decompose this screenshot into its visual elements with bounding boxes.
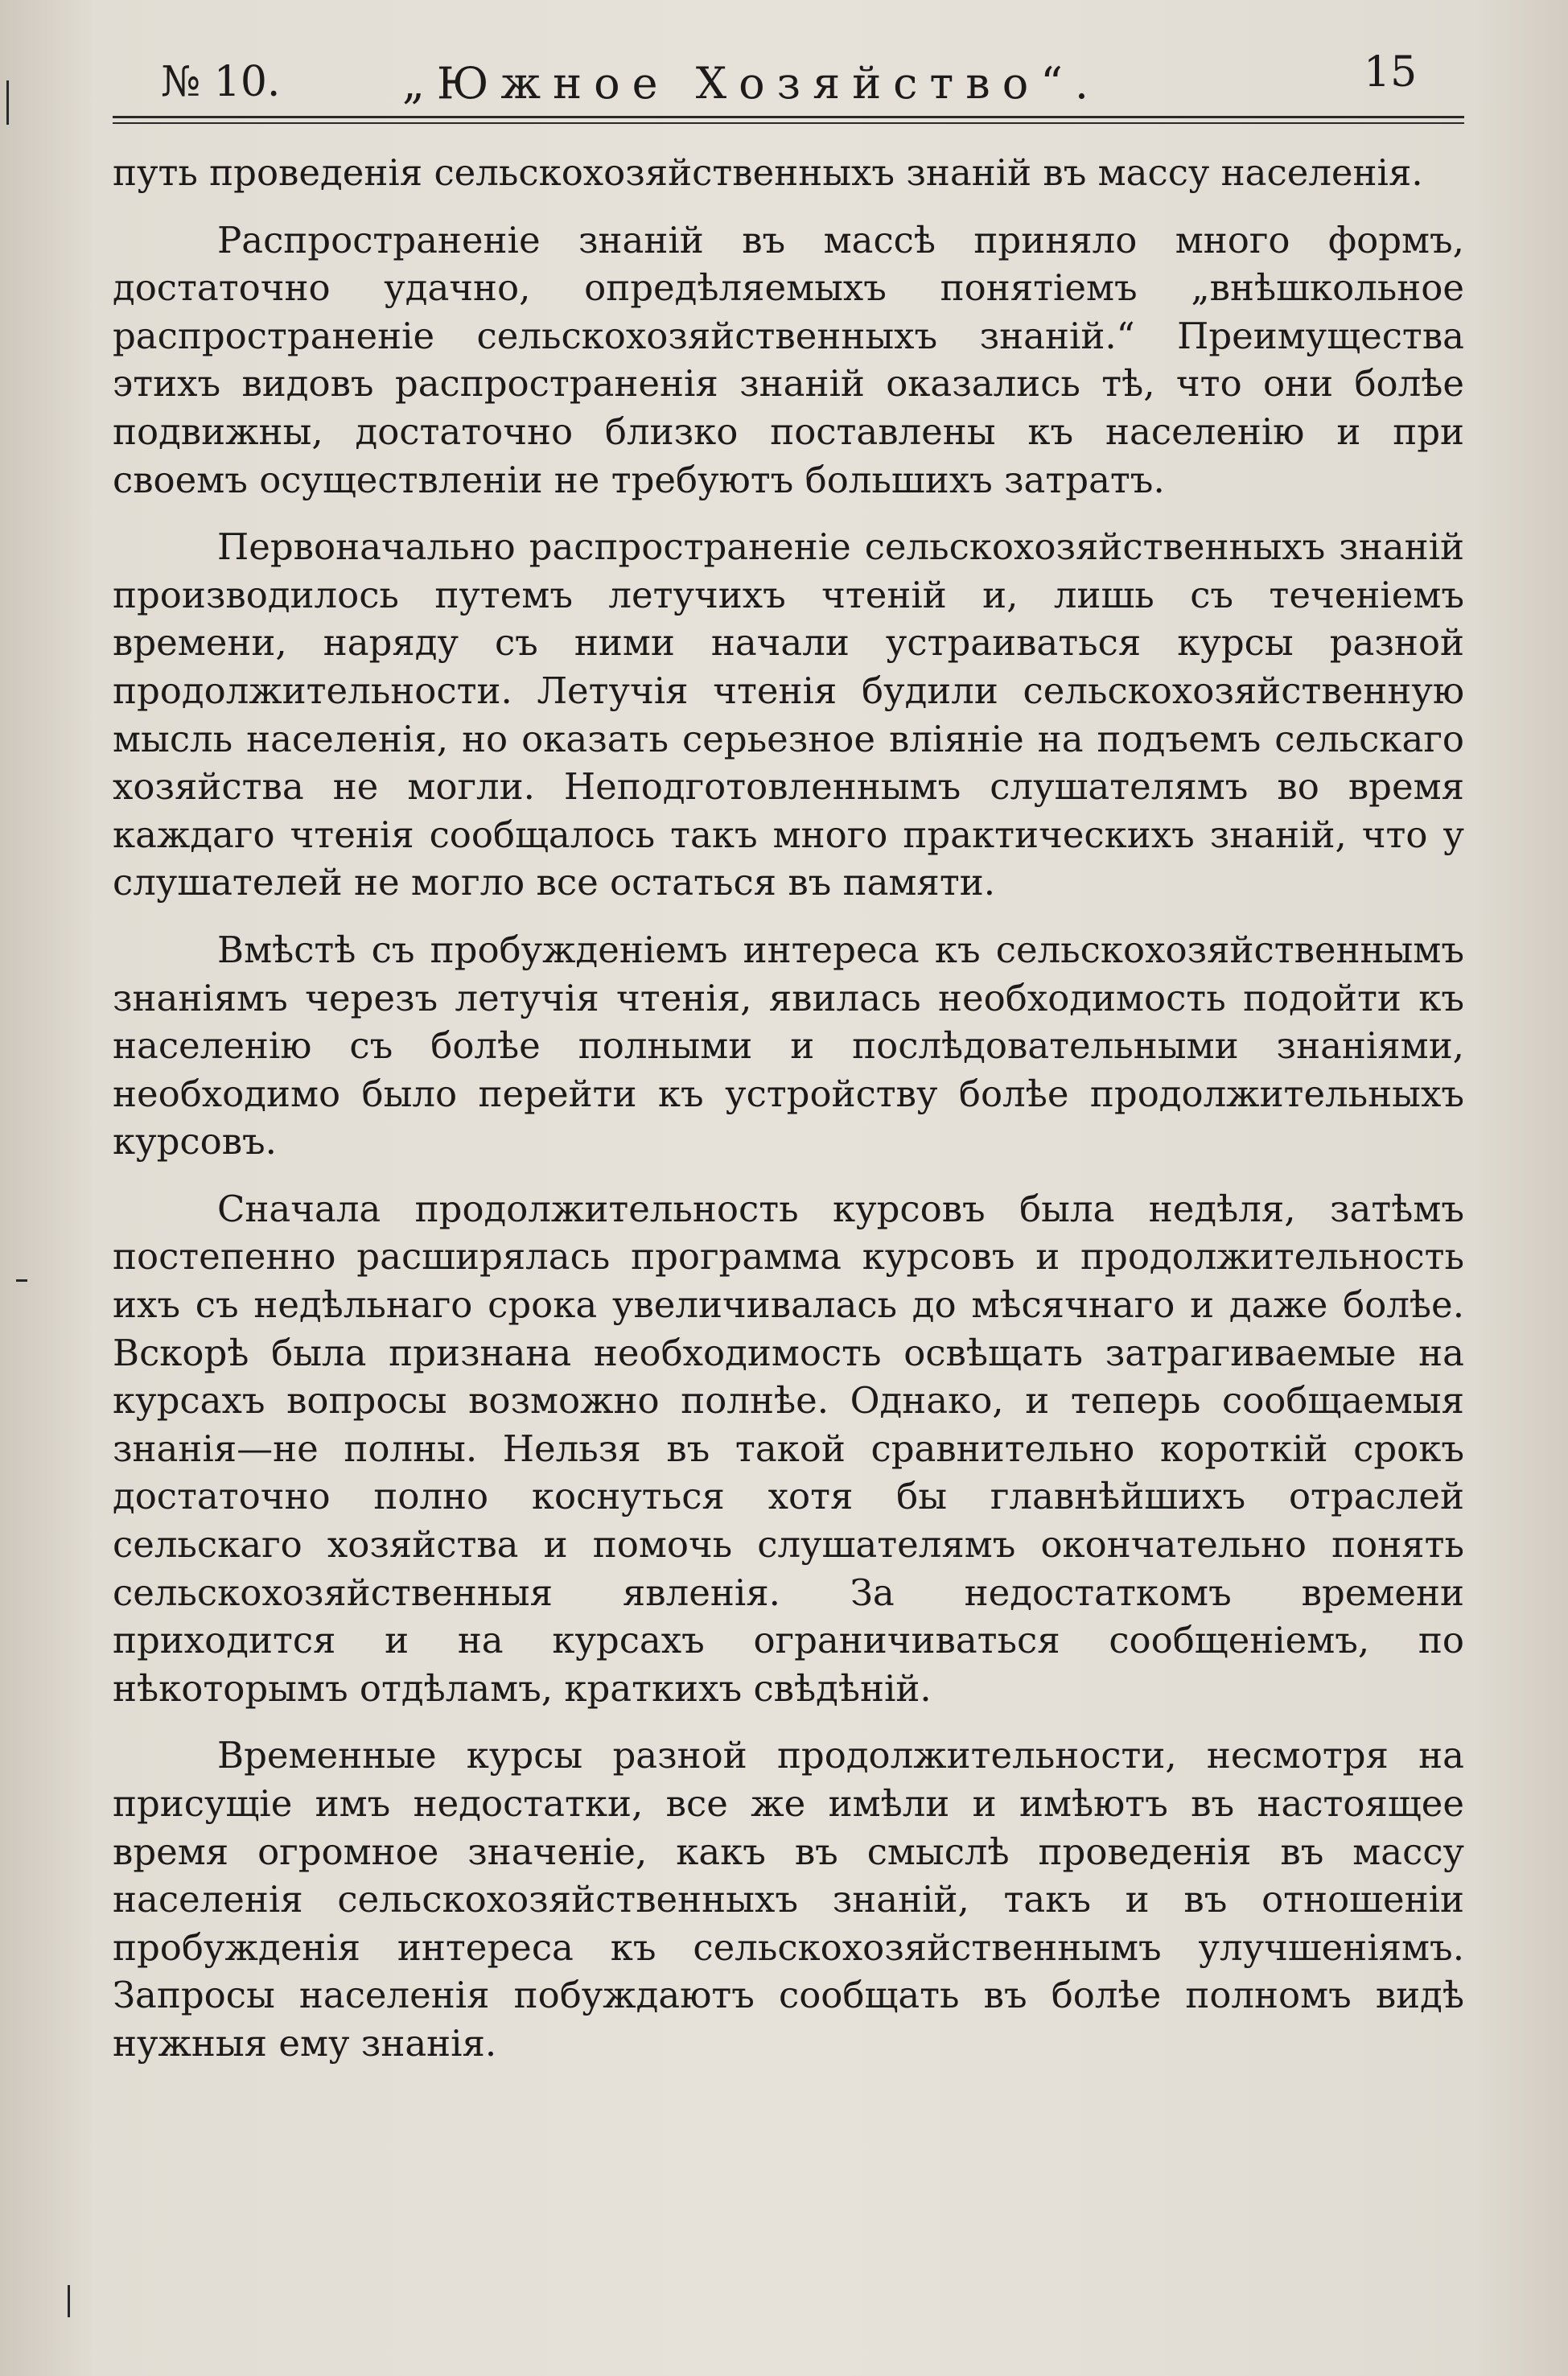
header-rule [113, 122, 1464, 124]
paragraph: Распространеніе знаній въ массѣ приняло много формъ, достаточно удачно, опредѣляемыхъ понятіемъ „внѣшкольное распространеніе сельскохозяйственныхъ знаній.“ Преимущества этихъ видовъ распространенія знаній оказались тѣ, что они болѣе подвижны, достаточно близко поставлены къ населенію и при своемъ осуществленіи не требуютъ большихъ затратъ. [113, 218, 1464, 501]
paragraph: Первоначально распространеніе сельскохозяйственныхъ знаній производилось путемъ летучихъ чтеній и, лишь съ теченіемъ времени, наряду съ ними начали устраиваться курсы разной продолжительности. Летучія чтенія будили сельскохозяйственную мысль населенія, но оказать серьезное вліяніе на подъемъ сельскаго хозяйства не могли. Неподготовленнымъ слушателямъ во время каждаго чтенія сообщалось такъ много практическихъ знаній, что у слушателей не могло все остаться въ памяти. [113, 525, 1464, 904]
running-header [113, 42, 1464, 130]
left-edge-mark [16, 1279, 27, 1282]
article-body [113, 149, 1464, 2087]
paragraph: Временные курсы разной продолжительности, несмотря на присущіе имъ недостатки, все же имѣли и имѣютъ въ настоящее время огромное значеніе, какъ въ смыслѣ проведенія въ массу населенія сельскохозяйственныхъ знаній, такъ и въ отношеніи пробужденія интереса къ сельскохозяйственнымъ улучшеніямъ. Запросы населенія побуждаютъ сообщать въ болѣе полномъ видѣ нужныя ему знанія. [113, 1734, 1464, 2065]
paragraph: Сначала продолжительность курсовъ была недѣля, затѣмъ постепенно расширялась программа курсовъ и продолжительность ихъ съ недѣльнаго срока увеличивалась до мѣсячнаго и даже болѣе. Вскорѣ была признана необходимость освѣщать затрагиваемые на курсахъ вопросы возможно полнѣе. Однако, и теперь сообщаемыя знанія—не полны. Нельзя въ такой сравнительно короткій срокъ достаточно полно коснуться хотя бы главнѣйшихъ отраслей сельскаго хозяйства и помочь слушателямъ окончательно понять сельскохозяйственныя явленія. За недостаткомъ времени приходится и на курсахъ ограничиваться сообщеніемъ, по нѣкоторымъ отдѣламъ, краткихъ свѣдѣній. [113, 1187, 1464, 1710]
issue-number: № 10. [161, 58, 281, 106]
paragraph: путь проведенія сельскохозяйственныхъ знаній въ массу населенія. [113, 151, 1423, 194]
left-edge-mark [68, 2285, 70, 2317]
page-number: 15 [1364, 48, 1418, 97]
header-rule [113, 116, 1464, 118]
journal-title: „Южное Хозяйство“. [402, 58, 1101, 109]
left-edge-mark [6, 80, 9, 125]
paragraph: Вмѣстѣ съ пробужденіемъ интереса къ сельскохозяйственнымъ знаніямъ черезъ летучія чтенія, явилась необходимость подойти къ населенію съ болѣе полными и послѣдовательными знаніями, необходимо было перейти къ устройству болѣе продолжительныхъ курсовъ. [113, 928, 1464, 1163]
